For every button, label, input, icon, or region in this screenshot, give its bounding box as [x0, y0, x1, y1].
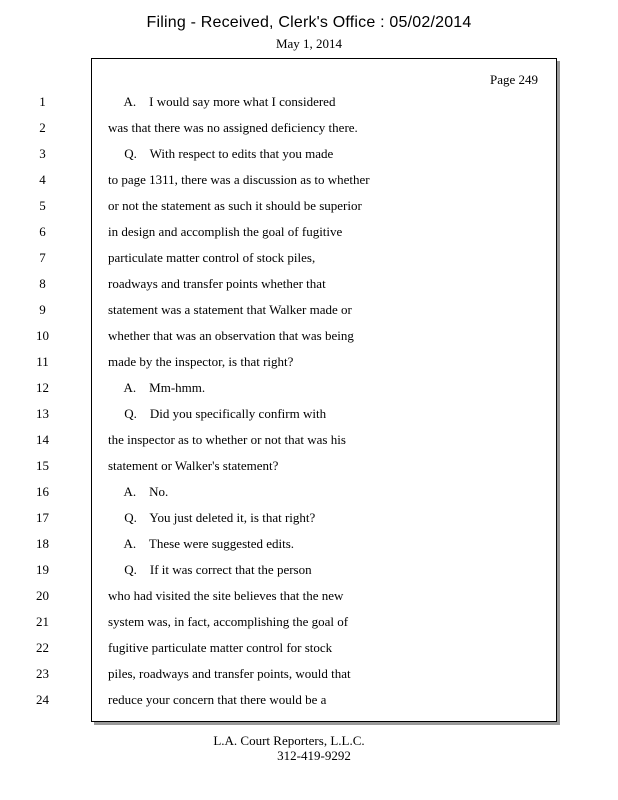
line-text: was that there was no assigned deficiency there.	[108, 120, 358, 135]
line-number: 12	[36, 380, 49, 395]
line-number: 6	[39, 224, 46, 239]
line-text: Q. Did you specifically confirm with	[108, 406, 327, 421]
line-number: 1	[39, 94, 46, 109]
line-text: fugitive particulate matter control for stock	[108, 640, 333, 655]
line-number: 20	[36, 588, 49, 603]
line-text: made by the inspector, is that right?	[108, 354, 294, 369]
line-text: Q. With respect to edits that you made	[108, 146, 334, 161]
footer-phone: 312-419-9292	[277, 748, 351, 763]
line-text: reduce your concern that there would be a	[108, 692, 327, 707]
line-number: 19	[36, 562, 49, 577]
line-number: 8	[39, 276, 46, 291]
line-number: 2	[39, 120, 46, 135]
line-number: 15	[36, 458, 49, 473]
line-number: 11	[36, 354, 49, 369]
footer-company: L.A. Court Reporters, L.L.C.	[213, 733, 365, 748]
line-number: 24	[36, 692, 49, 707]
line-text: whether that was an observation that was being	[108, 328, 354, 343]
line-text: or not the statement as such it should be superior	[108, 198, 362, 213]
line-text: in design and accomplish the goal of fugitive	[108, 224, 343, 239]
line-number: 16	[36, 484, 49, 499]
filing-stamp: Filing - Received, Clerk's Office : 05/02/2014	[146, 14, 472, 31]
line-text: the inspector as to whether or not that was his	[108, 432, 346, 447]
line-number: 5	[39, 198, 46, 213]
line-text: roadways and transfer points whether that	[108, 276, 326, 291]
line-number: 21	[36, 614, 49, 629]
line-number: 23	[36, 666, 49, 681]
line-text: system was, in fact, accomplishing the goal of	[108, 614, 349, 629]
line-text: particulate matter control of stock piles,	[108, 250, 316, 265]
line-number: 4	[39, 172, 46, 187]
line-text: to page 1311, there was a discussion as to whether	[108, 172, 370, 187]
line-number: 9	[39, 302, 46, 317]
line-text: A. These were suggested edits.	[108, 536, 295, 551]
line-text: who had visited the site believes that the new	[108, 588, 344, 603]
line-number: 14	[36, 432, 49, 447]
line-text: piles, roadways and transfer points, would that	[108, 666, 351, 681]
line-number: 22	[36, 640, 49, 655]
line-number: 17	[36, 510, 49, 525]
line-number: 7	[39, 250, 46, 265]
line-text: A. Mm-hmm.	[108, 380, 206, 395]
line-text: A. I would say more what I considered	[108, 94, 336, 109]
line-number: 10	[36, 328, 49, 343]
line-number: 3	[39, 146, 46, 161]
page-number: Page 249	[489, 72, 538, 87]
line-text: statement or Walker's statement?	[108, 458, 279, 473]
line-text: statement was a statement that Walker made or	[108, 302, 352, 317]
line-number: 13	[36, 406, 49, 421]
line-text: A. No.	[108, 484, 169, 499]
line-number: 18	[36, 536, 49, 551]
line-text: Q. You just deleted it, is that right?	[108, 510, 316, 525]
line-text: Q. If it was correct that the person	[108, 562, 312, 577]
transcript-date: May 1, 2014	[275, 36, 343, 51]
